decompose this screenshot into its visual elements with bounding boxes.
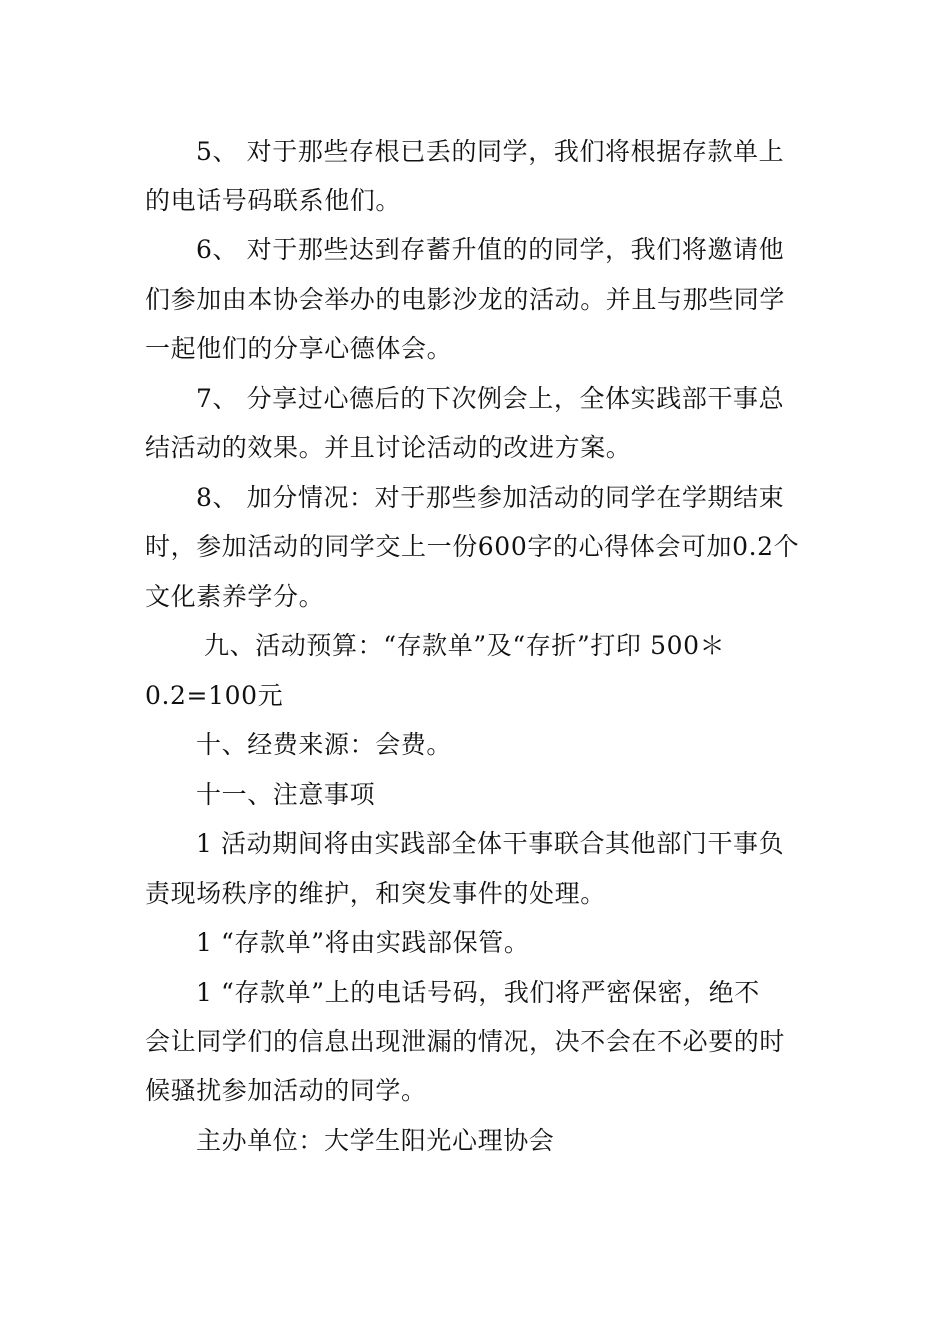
text-line: 主办单位：大学生阳光心理协会 <box>196 1126 555 1155</box>
text-line: 0.2=100元 <box>145 681 284 710</box>
text-line: 的电话号码联系他们。 <box>145 186 402 215</box>
text-line: 1 活动期间将由实践部全体干事联合其他部门干事负 <box>196 829 785 858</box>
text-line: 8、 加分情况：对于那些参加活动的同学在学期结束 <box>196 483 785 512</box>
text-line: 结活动的效果。并且讨论活动的改进方案。 <box>145 433 632 462</box>
text-line: 1 “存款单”将由实践部保管。 <box>196 928 530 957</box>
text-line: 十一、注意事项 <box>196 780 376 809</box>
text-line: 5、 对于那些存根已丢的同学，我们将根据存款单上 <box>196 137 785 166</box>
text-line: 6、 对于那些达到存蓄升值的的同学，我们将邀请他 <box>196 235 785 264</box>
text-line: 一起他们的分享心德体会。 <box>145 334 453 363</box>
text-line: 1 “存款单”上的电话号码，我们将严密保密，绝不 <box>196 978 760 1007</box>
text-line: 责现场秩序的维护，和突发事件的处理。 <box>145 879 606 908</box>
text-line: 们参加由本协会举办的电影沙龙的活动。并且与那些同学 <box>145 285 786 314</box>
text-line: 时，参加活动的同学交上一份600字的心得体会可加0.2个 <box>145 532 800 561</box>
text-line: 7、 分享过心德后的下次例会上，全体实践部干事总 <box>196 384 785 413</box>
text-line: 十、经费来源：会费。 <box>196 730 453 759</box>
text-line: 候骚扰参加活动的同学。 <box>145 1076 427 1105</box>
text-line: 九、活动预算：“存款单”及“存折”打印 500＊ <box>204 631 726 660</box>
text-line: 会让同学们的信息出现泄漏的情况，决不会在不必要的时 <box>145 1027 786 1056</box>
text-line: 文化素养学分。 <box>145 582 325 611</box>
